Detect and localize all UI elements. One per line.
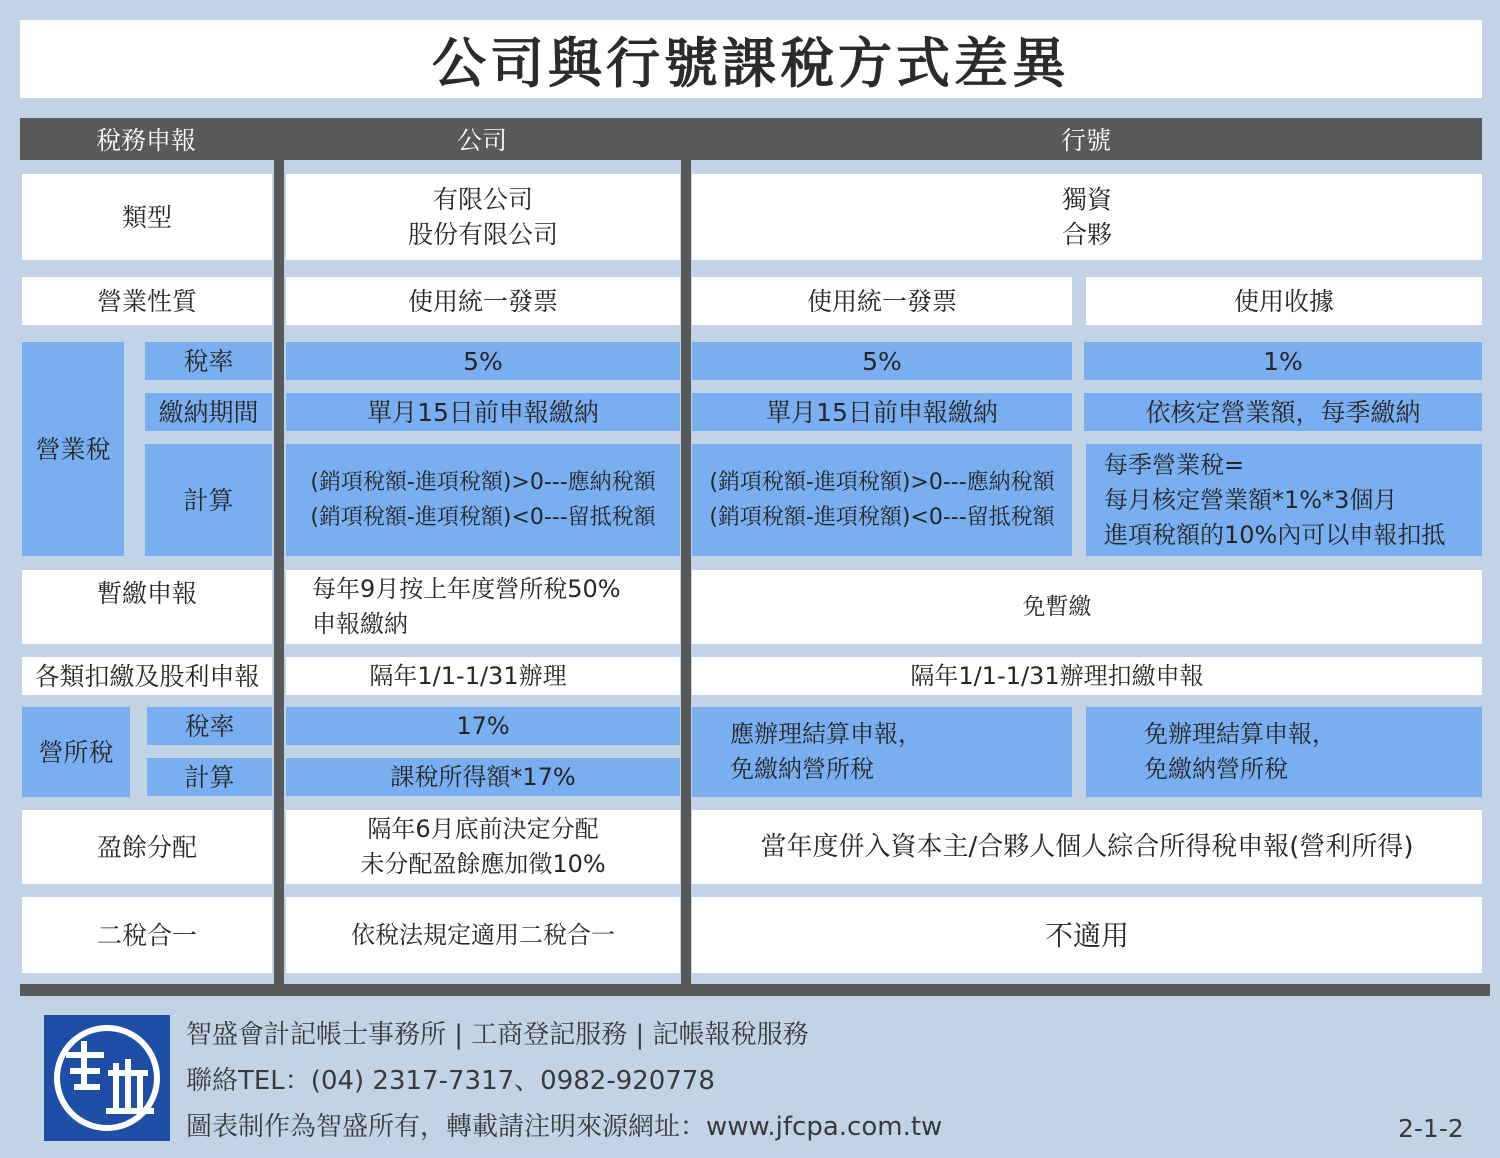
- header-col-label: 稅務申報: [95, 126, 196, 155]
- row-label-type: 類型: [22, 174, 272, 260]
- header-col-company: 公司: [456, 126, 507, 155]
- cell-withholding-company: 隔年1/1-1/31辦理: [286, 657, 680, 695]
- label-income-tax-calc: 計算: [147, 758, 272, 796]
- cell-two-in-one-company: 依稅法規定適用二稅合一: [286, 897, 680, 973]
- cell-nature-company: 使用統一發票: [286, 277, 680, 325]
- cell-business-tax-period-invoice: 單月15日前申報繳納: [692, 393, 1072, 431]
- cell-type-company: 有限公司 股份有限公司: [286, 174, 680, 260]
- cell-withholding-business: 隔年1/1-1/31辦理扣繳申報: [692, 657, 1482, 695]
- row-label-nature: 營業性質: [22, 277, 272, 325]
- cell-nature-invoice: 使用統一發票: [692, 277, 1072, 325]
- row-label-withholding: 各類扣繳及股利申報: [22, 657, 272, 695]
- cell-surplus-business: 當年度併入資本主/合夥人個人綜合所得稅申報(營利所得): [692, 810, 1482, 884]
- page-number: 2-1-2: [1398, 1114, 1464, 1143]
- footer-company-line: 智盛會計記帳士事務所 | 工商登記服務 | 記帳報稅服務: [186, 1020, 809, 1050]
- cell-nature-receipt: 使用收據: [1086, 277, 1482, 325]
- cell-business-tax-rate-company: 5%: [286, 342, 680, 380]
- cell-business-tax-rate-invoice: 5%: [692, 342, 1072, 380]
- header-col-business: 行號: [1060, 126, 1111, 155]
- cell-business-tax-period-company: 單月15日前申報繳納: [286, 393, 680, 431]
- cell-income-tax-receipt: 免辦理結算申報， 免繳納營所稅: [1086, 707, 1482, 797]
- row-label-two-in-one: 二稅合一: [22, 897, 272, 973]
- label-business-tax-period: 繳納期間: [145, 393, 272, 431]
- cell-surplus-company: 隔年6月底前決定分配 未分配盈餘應加徵10%: [286, 810, 680, 884]
- cell-two-in-one-business: 不適用: [692, 897, 1482, 973]
- label-business-tax-rate: 稅率: [145, 342, 272, 380]
- cell-income-tax-invoice: 應辦理結算申報， 免繳納營所稅: [692, 707, 1072, 797]
- cell-type-business: 獨資 合夥: [692, 174, 1482, 260]
- group-label-income-tax: 營所稅: [22, 707, 130, 797]
- label-income-tax-rate: 稅率: [147, 707, 272, 745]
- company-logo: [44, 1015, 170, 1141]
- footer-copyright-line: 圖表制作為智盛所有，轉載請注明來源網址：www.jfcpa.com.tw: [186, 1112, 943, 1142]
- footer-contact-line: 聯絡TEL：(04) 2317-7317、0982-920778: [186, 1066, 715, 1096]
- group-label-business-tax: 營業稅: [22, 342, 124, 556]
- table-bottom-bar: [20, 984, 1490, 996]
- cell-business-tax-calc-receipt: 每季營業稅= 每月核定營業額*1%*3個月 進項稅額的10%內可以申報扣抵: [1086, 444, 1482, 556]
- column-divider-right: [681, 160, 691, 986]
- cell-provisional-company: 每年9月按上年度營所稅50% 申報繳納: [286, 570, 680, 644]
- logo-emblem-icon: [44, 1015, 170, 1141]
- row-label-surplus: 盈餘分配: [22, 810, 272, 884]
- cell-income-tax-calc-company: 課稅所得額*17%: [286, 758, 680, 796]
- page-title: 公司與行號課稅方式差異: [20, 20, 1482, 98]
- row-label-provisional: 暫繳申報: [22, 570, 272, 644]
- cell-income-tax-rate-company: 17%: [286, 707, 680, 745]
- column-divider-left: [274, 160, 284, 986]
- cell-business-tax-calc-invoice: (銷項稅額-進項稅額)>0---應納稅額 (銷項稅額-進項稅額)<0---留抵稅額: [692, 444, 1072, 556]
- cell-business-tax-rate-receipt: 1%: [1084, 342, 1482, 380]
- cell-business-tax-calc-company: (銷項稅額-進項稅額)>0---應納稅額 (銷項稅額-進項稅額)<0---留抵稅額: [286, 444, 680, 556]
- cell-provisional-business: 免暫繳: [692, 570, 1482, 644]
- label-business-tax-calc: 計算: [145, 444, 272, 556]
- cell-business-tax-period-receipt: 依核定營業額，每季繳納: [1084, 393, 1482, 431]
